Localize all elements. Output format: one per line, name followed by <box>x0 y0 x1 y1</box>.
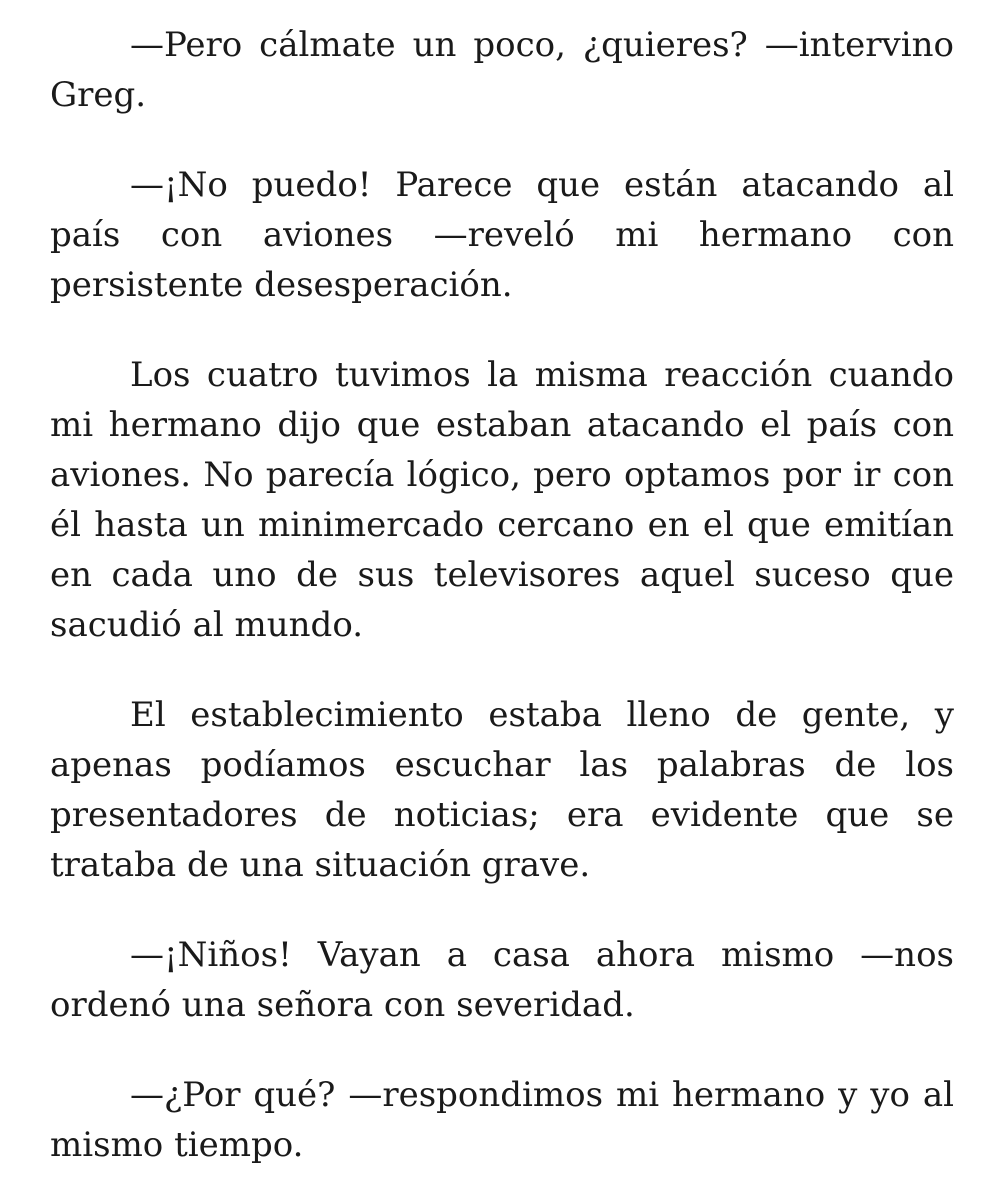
paragraph-5: —¡Niños! Vayan a casa ahora mismo —nos ordenó una señora con severidad. <box>50 935 954 1025</box>
paragraph-1: —Pero cálmate un poco, ¿quieres? —intervino Greg. <box>50 25 954 115</box>
paragraph-6: —¿Por qué? —respondimos mi hermano y yo al mismo tiempo. <box>50 1075 954 1165</box>
paragraph-2: —¡No puedo! Parece que están atacando al país con aviones —reveló mi hermano con persistente desesperación. <box>50 165 954 305</box>
paragraph-3: Los cuatro tuvimos la misma reacción cuando mi hermano dijo que estaban atacando el país con aviones. No parecía lógico, pero optamos por ir con él hasta un minimercado cercano en el que emitían en cada uno de sus televisores aquel suceso que sacudió al mundo. <box>50 355 954 645</box>
paragraph-4: El establecimiento estaba lleno de gente, y apenas podíamos escuchar las palabras de los presentadores de noticias; era evidente que se trataba de una situación grave. <box>50 695 954 885</box>
